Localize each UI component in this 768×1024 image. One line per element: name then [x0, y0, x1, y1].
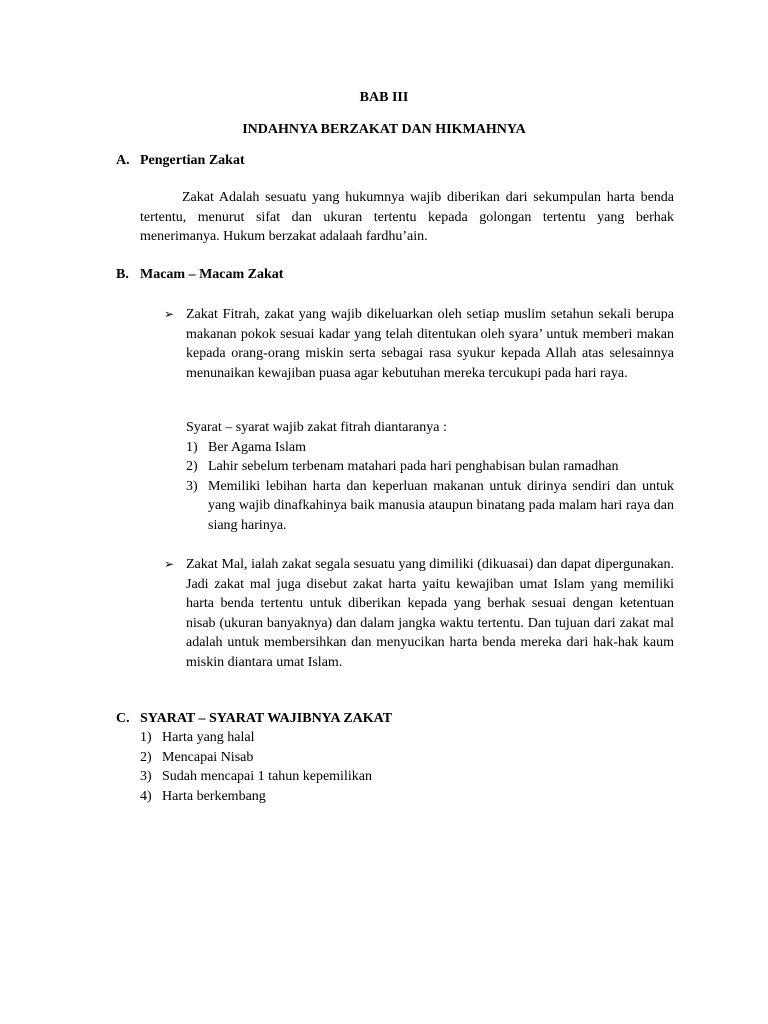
arrow-bullet-icon: ➢: [164, 557, 175, 571]
list-item-number: 4): [140, 788, 152, 804]
list-item-number: 3): [186, 478, 198, 494]
list-item-text: Lahir sebelum terbenam matahari pada hari penghabisan bulan ramadhan: [208, 459, 619, 474]
list-item: [140, 767, 674, 787]
list-item: [186, 438, 674, 458]
list-item: [140, 728, 674, 748]
section-c-title: SYARAT – SYARAT WAJIBNYA ZAKAT: [140, 711, 393, 726]
section-b-marker: B.: [116, 267, 129, 282]
list-item-number: 2): [140, 749, 152, 765]
list-item-number: 3): [140, 769, 152, 784]
section-a-title: Pengertian Zakat: [140, 153, 245, 168]
list-item-number: 1): [186, 439, 198, 455]
chapter-label: BAB III: [359, 90, 409, 105]
list-item-text: Sudah mencapai 1 tahun kepemilikan: [162, 769, 372, 784]
zakat-mal-bullet-row: [164, 555, 674, 672]
syarat-fitrah-intro: Syarat – syarat wajib zakat fitrah diantaranya :: [186, 420, 447, 435]
list-item-number: 1): [140, 730, 152, 745]
list-item: [140, 748, 674, 768]
arrow-bullet-icon: ➢: [164, 307, 175, 321]
syarat-fitrah-block: [186, 418, 674, 535]
section-c-marker: C.: [116, 711, 130, 726]
section-a-marker: A.: [116, 153, 130, 168]
section-c-heading: [116, 709, 392, 729]
list-item: [186, 477, 674, 536]
section-a-heading: [116, 151, 245, 171]
list-item: [186, 457, 674, 477]
list-item: [140, 787, 674, 807]
document-title: INDAHNYA BERZAKAT DAN HIKMAHNYA: [242, 122, 526, 137]
zakat-mal-text: Zakat Mal, ialah zakat segala sesuatu yang dimiliki (dikuasai) dan dapat dipergunakan. Jadi zakat mal juga disebut zakat harta yaitu kewajiban umat Islam yang memiliki harta benda tertentu untuk diberikan kepada yang berhak sesuai dengan ketentuan nisab (ukuran banyaknya) dan dalam jangka waktu tertentu. Dan tujuan dari zakat mal adalah untuk membersihkan dan menyucikan harta benda mereka dari hak-hak kaum miskin diantara umat Islam.: [186, 557, 674, 670]
definition-paragraph: Zakat Adalah sesuatu yang hukumnya wajib diberikan dari sekumpulan harta benda tertentu, menurut sifat dan ukuran tertentu kepada golongan tertentu yang berhak menerimanya. Hukum berzakat adalaah fardhu’ain.: [140, 190, 674, 244]
list-item-text: Harta yang halal: [162, 730, 255, 745]
section-b-title: Macam – Macam Zakat: [140, 267, 284, 282]
zakat-mal-item: [164, 555, 674, 672]
list-item-text: Mencapai Nisab: [162, 749, 254, 765]
syarat-fitrah-list: [186, 438, 674, 536]
list-item-text: Harta berkembang: [162, 788, 266, 804]
zakat-fitrah-item: [164, 305, 674, 383]
list-item-text: Ber Agama Islam: [208, 439, 306, 455]
list-item-number: 2): [186, 459, 198, 474]
section-a-body: [140, 188, 674, 247]
syarat-wajib-list: [140, 728, 674, 806]
section-b-heading: [116, 265, 283, 285]
list-item-text: Memiliki lebihan harta dan keperluan makanan untuk dirinya sendiri dan untuk yang wajib dinafkahinya baik manusia ataupun binatang pada malam hari raya dan siang harinya.: [208, 478, 674, 533]
zakat-fitrah-bullet-row: [164, 305, 674, 383]
zakat-fitrah-text: Zakat Fitrah, zakat yang wajib dikeluarkan oleh setiap muslim setahun sekali berupa makanan pokok sesuai kadar yang telah ditentukan oleh syara’ untuk memberi makan kepada orang-orang miskin serta sebagai rasa syukur kepada Allah atas selesainnya menunaikan kewajiban puasa agar kebutuhan mereka tercukupi pada hari raya.: [186, 307, 674, 381]
